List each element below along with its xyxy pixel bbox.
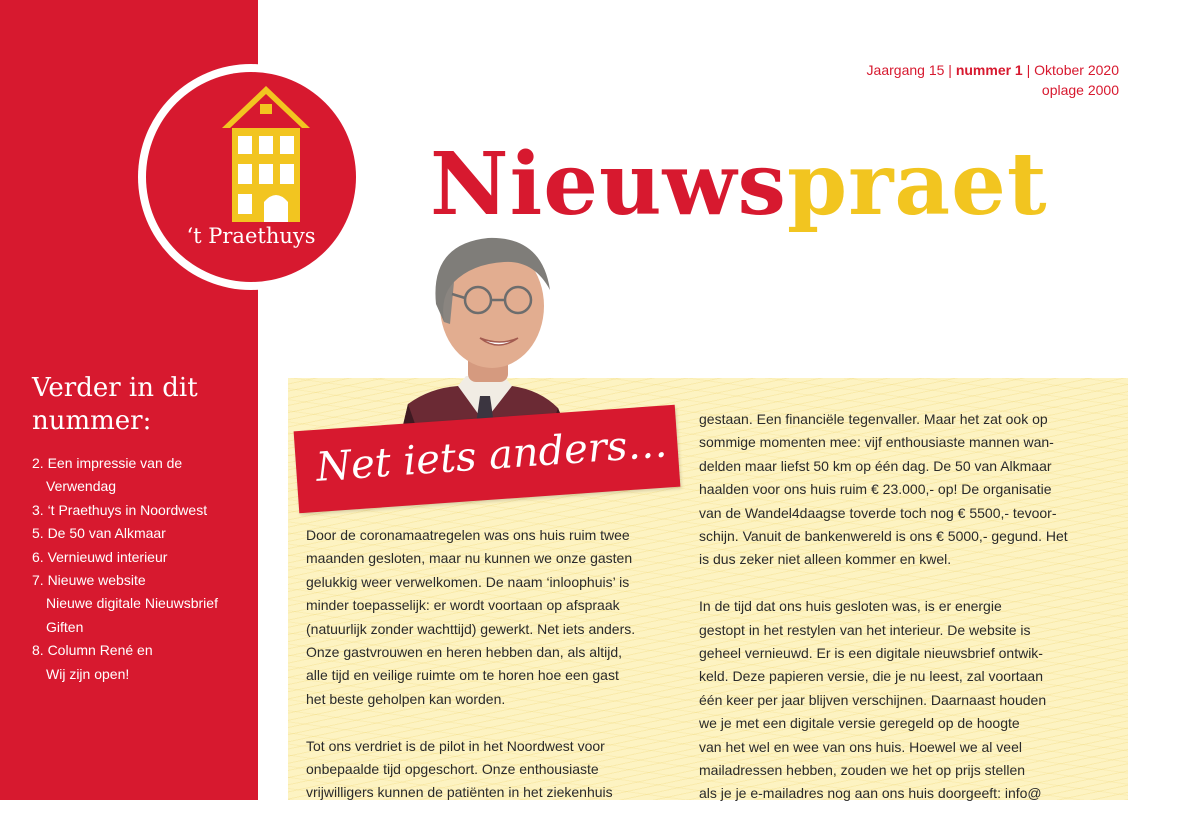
article-paragraph (699, 408, 1099, 572)
text-line: van het wel en wee van ons huis. Hoewel we al veel (699, 738, 1022, 755)
toc-item: Nieuwe digitale Nieuwsbrief (46, 595, 218, 612)
text-line: geheel vernieuwd. Er is een digitale nieuwsbrief ontwik- (699, 645, 1043, 662)
issue-volume: Jaargang 15 (866, 62, 945, 78)
toc-item: 8. Column René en (32, 642, 153, 659)
text-line: gestopt in het restylen van het interieur. De website is (699, 621, 1031, 638)
issue-line (867, 60, 1119, 80)
issue-separator: | (948, 62, 952, 78)
text-line: sommige momenten mee: vijf enthousiaste mannen wan- (699, 434, 1054, 451)
toc-item: Verwendag (46, 478, 117, 495)
masthead (430, 135, 1048, 235)
article-column-left (306, 524, 676, 828)
text-line: is dus zeker niet alleen kommer en kwel. (699, 551, 952, 568)
masthead-part-red: Nieuws (430, 134, 787, 235)
logo-text: ‘t Praethuys (186, 224, 316, 248)
toc-item: Wij zijn open! (46, 665, 130, 682)
toc-item: 6. Vernieuwd interieur (32, 548, 168, 565)
text-line: (natuurlijk zonder wachttijd) gewerkt. Net iets anders. (306, 620, 636, 637)
table-of-contents (32, 452, 254, 686)
text-line: één keer per jaar blijven verschijnen. Daarnaast houden (699, 691, 1047, 708)
text-line: het beste geholpen kan worden. (306, 690, 506, 707)
article-column-right (699, 408, 1099, 829)
text-line: Door de coronamaatregelen was ons huis ruim twee (306, 527, 630, 543)
toc-item: 2. Een impressie van de (32, 455, 183, 471)
logo-circle (146, 72, 356, 282)
issue-circulation: oplage 2000 (1041, 82, 1119, 98)
portrait-photo (400, 226, 570, 438)
text-line: gestaan. Een financiële tegenvaller. Maar het zat ook op (699, 411, 1048, 427)
text-line: haalden voor ons huis ruim € 23.000,- op! De organisatie (699, 481, 1052, 498)
text-line: gelukkig weer verwelkomen. De naam ‘inloophuis’ is (306, 573, 630, 590)
article-paragraph (306, 735, 676, 805)
text-line: In de tijd dat ons huis gesloten was, is er energie (699, 598, 1002, 615)
sidebar-heading-line2: nummer: (32, 406, 152, 436)
toc-item: 5. De 50 van Alkmaar (32, 525, 166, 542)
text-line: minder toepasselijk: er wordt voortaan op afspraak (306, 597, 620, 614)
text-line: als je je e-mailadres nog aan ons huis doorgeeft: info@ (699, 785, 1042, 802)
toc-item: Giften (46, 618, 84, 635)
text-line: maanden gesloten, maar nu kunnen we onze gasten (306, 550, 633, 567)
text-line: Tot ons verdriet is de pilot in het Noordwest voor (306, 737, 605, 754)
text-line: mailadressen hebben, zouden we het op prijs stellen (699, 762, 1026, 779)
article-title: Net iets anders… (314, 420, 669, 491)
issue-info (867, 60, 1119, 100)
article-paragraph (699, 595, 1099, 806)
masthead-part-yellow: praet (786, 134, 1048, 235)
text-line: delden maar liefst 50 km op één dag. De 50 van Alkmaar (699, 457, 1052, 474)
text-line: keld. Deze papieren versie, die je nu leest, zal voortaan (699, 668, 1043, 685)
logo (138, 64, 364, 290)
text-line: alle tijd en veilige ruimte om te horen hoe een gast (306, 667, 619, 684)
text-line: schijn. Vanuit de bankenwereld is ons € 5000,- gegund. Het (699, 528, 1068, 545)
issue-separator: | (1026, 62, 1031, 78)
text-line: Onze gastvrouwen en heren hebben dan, als altijd, (306, 644, 622, 661)
text-line: vrijwilligers kunnen de patiënten in het ziekenhuis (306, 784, 613, 801)
sidebar-heading-line1: Verder in dit (32, 373, 198, 403)
toc-item: 7. Nieuwe website (32, 572, 146, 589)
house-icon (216, 84, 316, 224)
issue-date: Oktober 2020 (1034, 62, 1119, 78)
sidebar-heading (32, 372, 242, 438)
text-line: van de Wandel4daagse toverde toch nog € 5500,- tevoor- (699, 504, 1057, 521)
article-paragraph (306, 524, 676, 711)
text-line: onbepaalde tijd opgeschort. Onze enthousiaste (306, 761, 599, 778)
toc-item: 3. ‘t Praethuys in Noordwest (32, 501, 208, 518)
text-line: we je met een digitale versie geregeld op de hoogte (699, 715, 1020, 732)
issue-number: nummer 1 (955, 62, 1023, 78)
